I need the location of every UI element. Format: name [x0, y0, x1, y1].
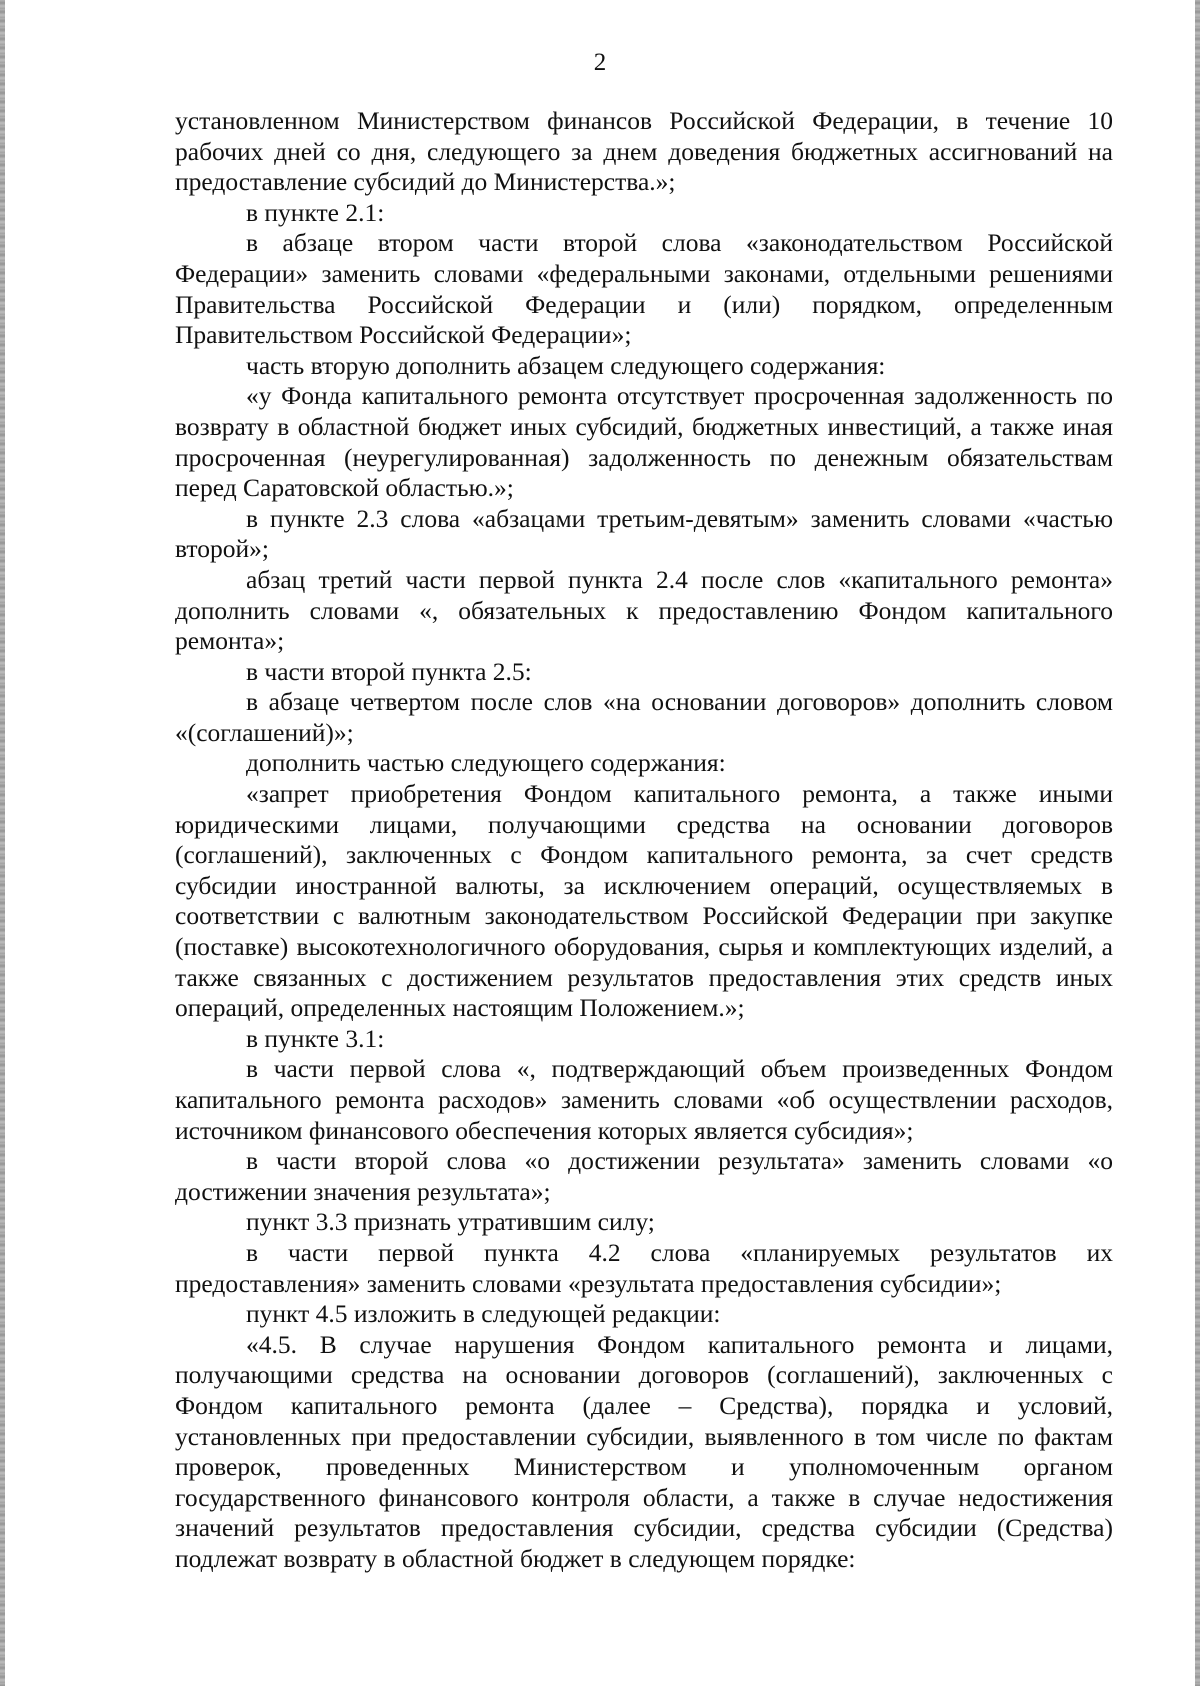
scan-edge-left — [0, 0, 5, 1686]
paragraph: в части второй слова «о достижении результата» заменить словами «о достижении значения результата»; — [175, 1146, 1113, 1206]
paragraph: пункт 3.3 признать утратившим силу; — [246, 1207, 655, 1237]
paragraph: часть вторую дополнить абзацем следующего содержания: — [246, 350, 886, 380]
paragraph-continuation: установленном Министерством финансов Российской Федерации, в течение 10 рабочих дней со дня, следующего за днем доведения бюджетных ассигнований на предоставление субсидий до Министерства.»; — [175, 106, 1113, 197]
paragraph: в пункте 2.3 слова «абзацами третьим-девятым» заменить словами «частью второй»; — [175, 503, 1113, 564]
paragraph: в пункте 2.1: — [246, 197, 385, 227]
paragraph: абзац третий части первой пункта 2.4 после слов «капитального ремонта» дополнить словами «, обязательных к предоставлению Фондом капитального ремонта»; — [175, 564, 1113, 656]
paragraph: в части первой слова «, подтверждающий объем произведенных Фондом капитального ремонта расходов» заменить словами «об осуществлении расходов, источником финансового обеспечения которых является субсидия»; — [175, 1054, 1113, 1145]
paragraph: в абзаце четвертом после слов «на основании договоров» дополнить словом «(соглашений)»; — [175, 687, 1113, 747]
paragraph: «4.5. В случае нарушения Фондом капитального ремонта и лицами, получающими средства на основании договоров (соглашений), заключенных с Фондом капитального ремонта (далее – Средства), порядка и условий, установленных при предоставлении субсидии, выявленного в том числе по фактам проверок, проведенных Министерством и уполномоченным органом государственного финансового контроля области, а также в случае недостижения значений результатов предоставления субсидии, средства субсидии (Средства) подлежат возврату в областной бюджет в следующем порядке: — [175, 1329, 1113, 1573]
paragraph: дополнить частью следующего содержания: — [246, 748, 726, 778]
paragraph: в абзаце втором части второй слова «законодательством Российской Федерации» заменить словами «федеральными законами, отдельными решениями Правительства Российской Федерации и (или) порядком, определенным Правительством Российской Федерации»; — [175, 228, 1113, 350]
paragraph: пункт 4.5 изложить в следующей редакции: — [246, 1299, 721, 1329]
scan-edge-right — [1195, 0, 1200, 1686]
page-number: 2 — [593, 49, 607, 76]
paragraph: «запрет приобретения Фондом капитального ремонта, а также иными юридическими лицами, получающими средства на основании договоров (соглашений), заключенных с Фондом капитального ремонта, за счет средств субсидии иностранной валюты, за исключением операций, осуществляемых в соответствии с валютным законодательством Российской Федерации при закупке (поставке) высокотехнологичного оборудования, сырья и комплектующих изделий, а также связанных с достижением результатов предоставления этих средств иных операций, определенных настоящим Положением.»; — [175, 779, 1113, 1023]
paragraph: в пункте 3.1: — [246, 1023, 385, 1053]
paragraph: «у Фонда капитального ремонта отсутствует просроченная задолженность по возврату в областной бюджет иных субсидий, бюджетных инвестиций, а также иная просроченная (неурегулированная) задолженность по денежным обязательствам перед Саратовской областью.»; — [175, 381, 1113, 503]
document-body — [175, 106, 1113, 1575]
paragraph: в части второй пункта 2.5: — [246, 656, 532, 686]
paragraph: в части первой пункта 4.2 слова «планируемых результатов их предоставления» заменить словами «результата предоставления субсидии»; — [175, 1237, 1113, 1298]
